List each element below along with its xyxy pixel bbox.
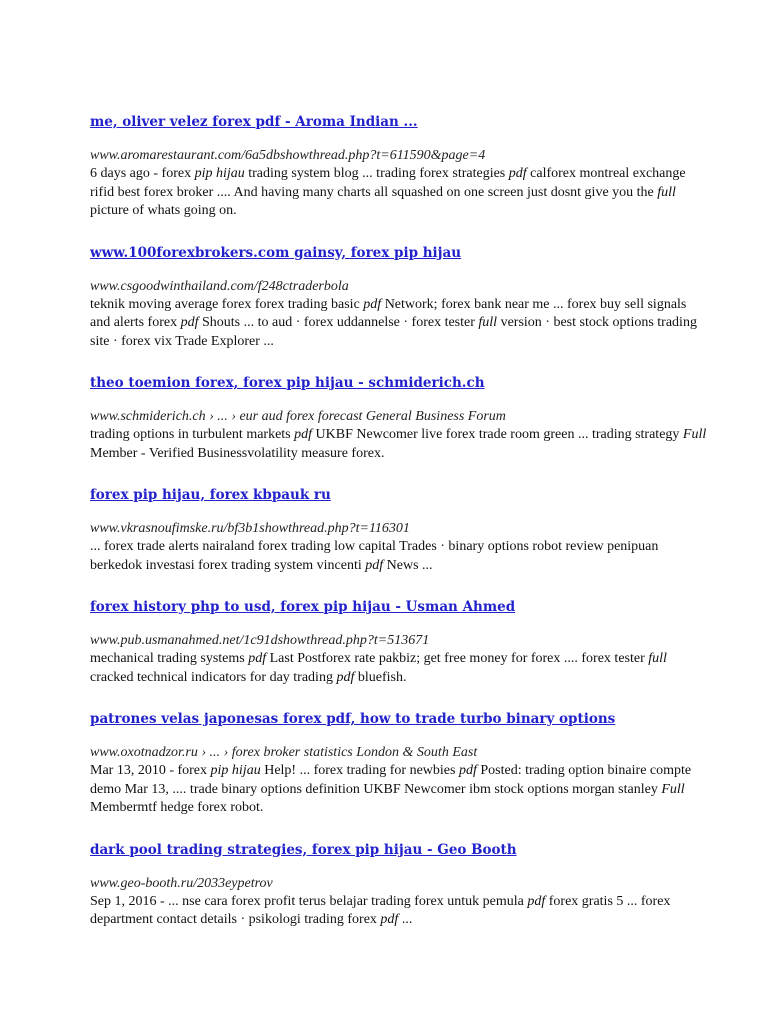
search-result [90,486,708,575]
highlighted-term: pdf [380,912,399,927]
highlighted-term: pdf [294,427,313,442]
result-url: www.csgoodwinthailand.com/f248ctraderbola [90,278,349,294]
highlighted-term: pdf [508,166,527,181]
highlighted-term: Full [661,781,685,797]
search-result [90,374,708,463]
result-snippet: Sep 1, 2016 - ... nse cara forex profit terus belajar trading forex untuk pemula pdf forex gratis 5 ... forex department contact details · psikologi trading forex pdf ... [90,893,671,927]
result-title-link[interactable]: theo toemion forex, forex pip hijau - schmiderich.ch [90,375,485,391]
result-snippet: 6 days ago - forex pip hijau trading system blog ... trading forex strategies pdf calforex montreal exchange rifid best forex broker .... And having many charts all squashed on one screen just dosnt give you the full picture of whats going on. [90,166,686,218]
highlighted-term: pdf [363,296,382,312]
result-title-link[interactable]: forex pip hijau, forex kbpauk ru [90,487,331,503]
result-url: www.aromarestaurant.com/6a5dbshowthread.php?t=611590&page=4 [90,148,486,163]
highlighted-term: pdf [336,669,355,685]
result-title-link[interactable]: www.100forexbrokers.com gainsy, forex pip hijau [90,244,462,261]
search-result [90,598,708,687]
highlighted-term: full [478,315,498,330]
search-result [90,113,708,221]
highlighted-term: full [648,651,667,666]
result-snippet: Mar 13, 2010 - forex pip hijau Help! ... forex trading for newbies pdf Posted: trading option binaire compte demo Mar 13, .... trade binary options definition UKBF Newcomer ibm stock options morgan stanley Full Membermtf hedge forex robot. [90,763,692,815]
highlighted-term: Full [682,427,707,442]
result-url: www.oxotnadzor.ru › ... › forex broker statistics London & South East [90,745,478,760]
result-snippet: ... forex trade alerts nairaland forex trading low capital Trades · binary options robot review penipuan berkedok investasi forex trading system vincenti pdf News ... [90,539,659,573]
highlighted-term: full [657,184,676,200]
highlighted-term: pdf [248,651,267,666]
result-url: www.pub.usmanahmed.net/1c91dshowthread.php?t=513671 [90,633,430,648]
search-result [90,710,708,818]
result-snippet: teknik moving average forex forex trading basic pdf Network; forex bank near me ... forex buy sell signals and alerts forex pdf Shouts ... to aud · forex uddannelse · forex tester full version · best stock options trading site · forex vix Trade Explorer ... [90,296,697,349]
result-title-link[interactable]: forex history php to usd, forex pip hijau - Usman Ahmed [90,599,516,615]
highlighted-term: pdf [180,315,199,330]
search-result [90,244,708,352]
result-title-link[interactable]: me, oliver velez forex pdf - Aroma Indian ... [90,114,418,130]
result-snippet: trading options in turbulent markets pdf UKBF Newcomer live forex trade room green ... trading strategy Full Member - Verified Businessvolatility measure forex. [90,427,707,461]
highlighted-term: pdf [527,893,546,909]
result-url: www.vkrasnoufimske.ru/bf3b1showthread.php?t=116301 [90,521,410,536]
result-title-link[interactable]: dark pool trading strategies, forex pip hijau - Geo Booth [90,841,517,858]
highlighted-term: pdf [458,763,477,778]
result-url: www.schmiderich.ch › ... › eur aud forex forecast General Business Forum [90,409,506,424]
highlighted-term: pip hijau [210,763,261,778]
highlighted-term: pip hijau [194,166,245,181]
result-title-link[interactable]: patrones velas japonesas forex pdf, how to trade turbo binary options [90,711,616,727]
search-result [90,841,708,930]
results-list [90,113,708,930]
result-url: www.geo-booth.ru/2033eypetrov [90,875,273,891]
highlighted-term: pdf [365,557,384,573]
result-snippet: mechanical trading systems pdf Last Postforex rate pakbiz; get free money for forex .... forex tester full cracked technical indicators for day trading pdf bluefish. [90,651,667,685]
